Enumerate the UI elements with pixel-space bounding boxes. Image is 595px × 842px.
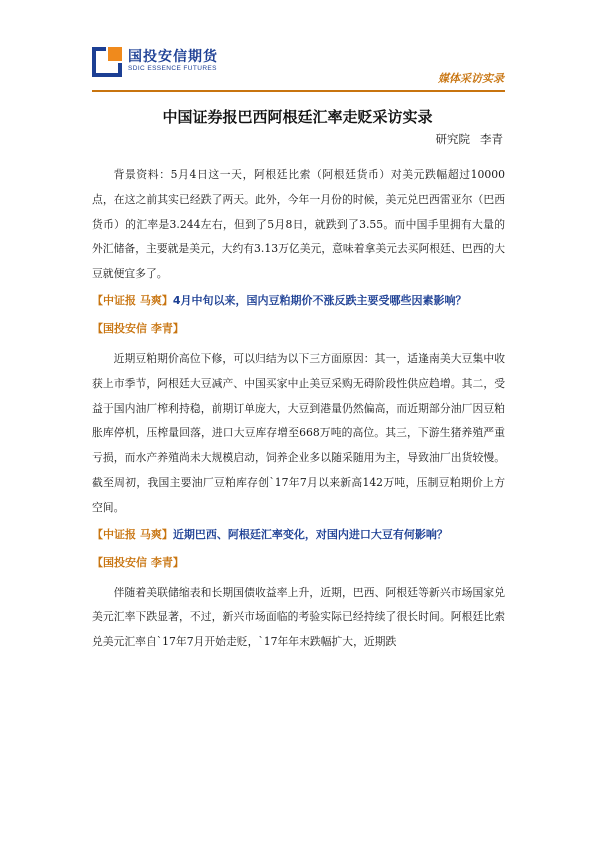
- answer-2-source: 【国投安信 李青】: [92, 555, 184, 569]
- answer-2-paragraph: 伴随着美联储缩表和长期国债收益率上升，近期，巴西、阿根廷等新兴市场国家兑美元汇率下跌显著，不过，新兴市场面临的考验实际已经持续了很长时间。阿根廷比索兑美元汇率自`17年7月开始走贬，`17年年末跌幅扩大，近期跌: [92, 585, 505, 649]
- brand-name-en: SDIC ESSENCE FUTURES: [128, 65, 217, 72]
- document-title: 中国证券报巴西阿根廷汇率走贬采访实录: [162, 108, 433, 126]
- byline-dept: 研究院: [435, 132, 470, 146]
- report-type-tag: 媒体采访实录: [438, 72, 504, 85]
- answer-1-source: 【国投安信 李青】: [92, 321, 184, 335]
- header-divider: [92, 90, 505, 92]
- company-logo: [92, 47, 122, 77]
- question-1: [92, 289, 505, 313]
- document-body: [92, 163, 505, 655]
- byline-author: 李青: [480, 132, 503, 146]
- answer-1-label: [92, 317, 505, 341]
- question-2-text: 近期巴西、阿根廷汇率变化，对国内进口大豆有何影响？: [172, 527, 448, 541]
- answer-2-label: [92, 551, 505, 575]
- answer-1-paragraph: 近期豆粕期价高位下修，可以归结为以下三方面原因：其一，适逢南美大豆集中收获上市季节，阿根廷大豆减产、中国买家中止美豆采购无碍阶段性供应趋增。其二，受益于国内油厂榨利持稳，前期订单庞大，大豆到港量仍然偏高，而近期部分油厂因豆粕胀库停机，压榨量回落，进口大豆库存增至668万吨的高位。其三，下游生猪养殖严重亏损，而水产养殖尚未大规模启动，饲养企业多以随采随用为主，导致油厂出货较慢。截至周初，我国主要油厂豆粕库存创`17年7月以来新高142万吨，压制豆粕期价上方空间。: [92, 351, 505, 514]
- background-paragraph: 背景资料：5月4日这一天，阿根廷比索（阿根廷货币）对美元跌幅超过10000点，在这之前其实已经跌了两天。此外，今年一月份的时候，美元兑巴西雷亚尔（巴西货币）的汇率是3.244左右，但到了5月8日，就跌到了3.55。而中国手里拥有大量的外汇储备，主要就是美元，大约有3.13万亿美元，意味着拿美元去买阿根廷、巴西的大豆就便宜多了。: [92, 168, 505, 281]
- question-1-text: 4月中旬以来，国内豆粕期价不涨反跌主要受哪些因素影响？: [172, 293, 467, 307]
- question-2-source: 【中证报 马爽】: [92, 527, 173, 541]
- byline: [426, 131, 504, 147]
- page-header: [0, 0, 595, 96]
- question-1-source: 【中证报 马爽】: [92, 293, 173, 307]
- brand-name-cn: 国投安信期货: [128, 49, 218, 65]
- question-2: [92, 523, 505, 547]
